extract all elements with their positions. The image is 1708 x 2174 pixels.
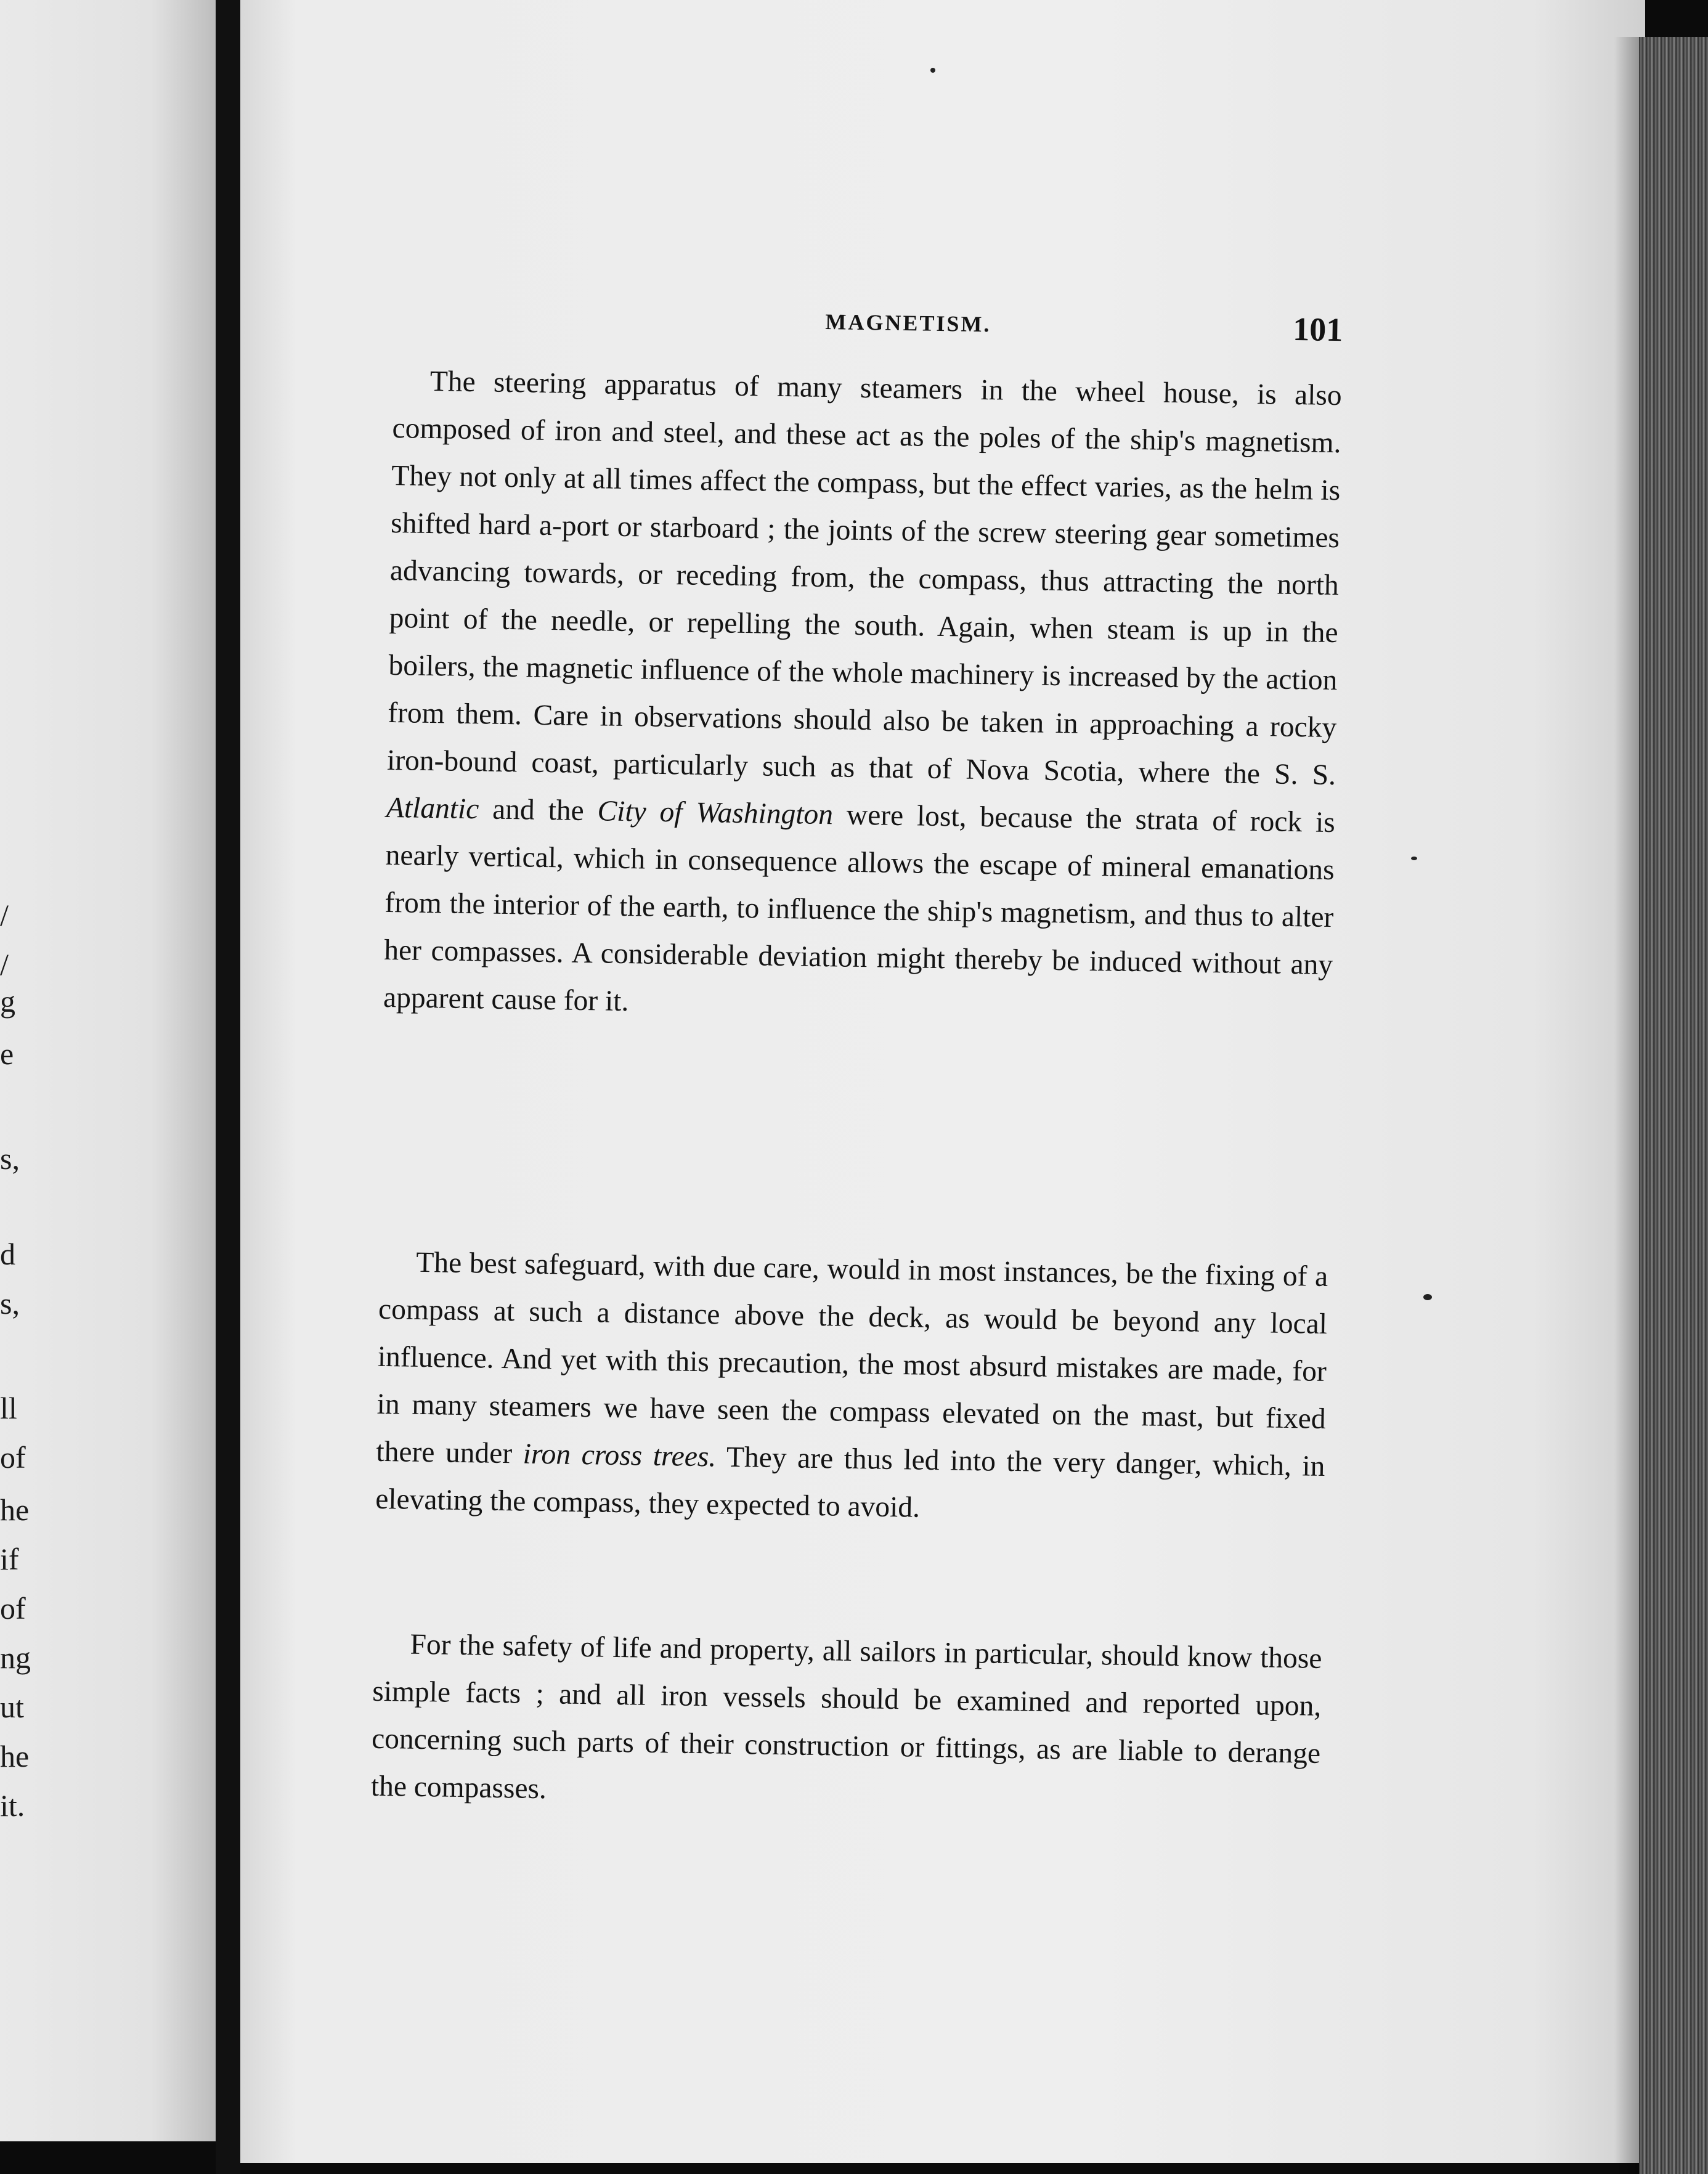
left-facing-page bbox=[0, 0, 216, 2141]
left-fragment: he bbox=[0, 1492, 30, 1527]
left-fragment: ut bbox=[0, 1690, 24, 1724]
text-run: They are thus led into the very danger, which, in elevating the compass, they expected to avoid. bbox=[375, 1441, 1325, 1524]
left-fragment: s, bbox=[0, 1141, 20, 1176]
text-run: were lost, because the strata of rock is nearly vertical, which in consequence allows the escape of mineral emanations from the interior of the earth, to influence the ship's magnetism, and thus to alter her compasses. A considerable deviation might thereby be induced without any apparent cause for it. bbox=[383, 799, 1336, 1018]
left-fragment: ll bbox=[0, 1391, 17, 1425]
text-run: The steering apparatus of many steamers in the wheel house, is also composed of iron and steel, and these act as the poles of the ship's magnetism. They not only at all times affect the compass, but the effect varies, as the helm is shifted hard a-port or starboard ; the joints of the screw steering gear sometimes advancing towards, or receding from, the compass, thus attracting the north point of the needle, or repelling the south. Again, when steam is up in the boilers, the magnetic influence of the whole machinery is increased by the action from them. Care in observations should also be taken in approaching a rocky iron-bound coast, particularly such as that of Nova Scotia, where the S. S. bbox=[386, 365, 1343, 792]
paper-speck bbox=[1423, 1294, 1432, 1300]
page-number: 101 bbox=[1292, 310, 1343, 349]
paper-speck bbox=[930, 68, 935, 73]
ship-name-italic: Atlantic bbox=[386, 791, 479, 826]
left-fragment: of bbox=[0, 1440, 26, 1475]
paragraph bbox=[383, 357, 1342, 1036]
left-fragment: d bbox=[0, 1237, 15, 1271]
left-fragment: ng bbox=[0, 1640, 31, 1675]
left-fragment: it. bbox=[0, 1788, 25, 1823]
emphasis-italic: iron cross trees. bbox=[523, 1438, 717, 1473]
left-fragment: of bbox=[0, 1591, 26, 1626]
page-text-block bbox=[369, 296, 1349, 1925]
page-header-title: MAGNETISM. bbox=[825, 309, 991, 337]
left-fragment: g bbox=[0, 984, 15, 1019]
left-fragment: / bbox=[0, 947, 9, 982]
text-run: The best safeguard, with due care, would in most instances, be the fixing of a compass at such a distance above the deck, as would be beyond any local influence. And yet with this precaution, the most absurd mistakes are made, for in many steamers we have seen the compass elevated on the mast, but fixed there under bbox=[376, 1246, 1328, 1470]
book-page-edges bbox=[1639, 37, 1708, 2174]
left-fragment: / bbox=[0, 898, 9, 932]
text-run: For the safety of life and property, all sailors in particular, should know those simple facts ; and all iron vessels should be examined and reported upon, concerning such parts of their construction or fittings, as are liable to derange the compasses. bbox=[370, 1628, 1322, 1806]
left-fragment: s, bbox=[0, 1286, 20, 1321]
paper-speck bbox=[1411, 857, 1417, 860]
left-fragment: if bbox=[0, 1542, 19, 1576]
ship-name-italic: City of Washington bbox=[597, 795, 834, 831]
text-run: and the bbox=[478, 793, 598, 828]
paragraph bbox=[370, 1621, 1322, 1825]
book-gutter bbox=[216, 0, 240, 2174]
paragraph bbox=[375, 1239, 1328, 1538]
left-fragment: e bbox=[0, 1036, 14, 1071]
left-fragment: he bbox=[0, 1739, 30, 1773]
left-page-text-fragments bbox=[0, 0, 37, 2174]
